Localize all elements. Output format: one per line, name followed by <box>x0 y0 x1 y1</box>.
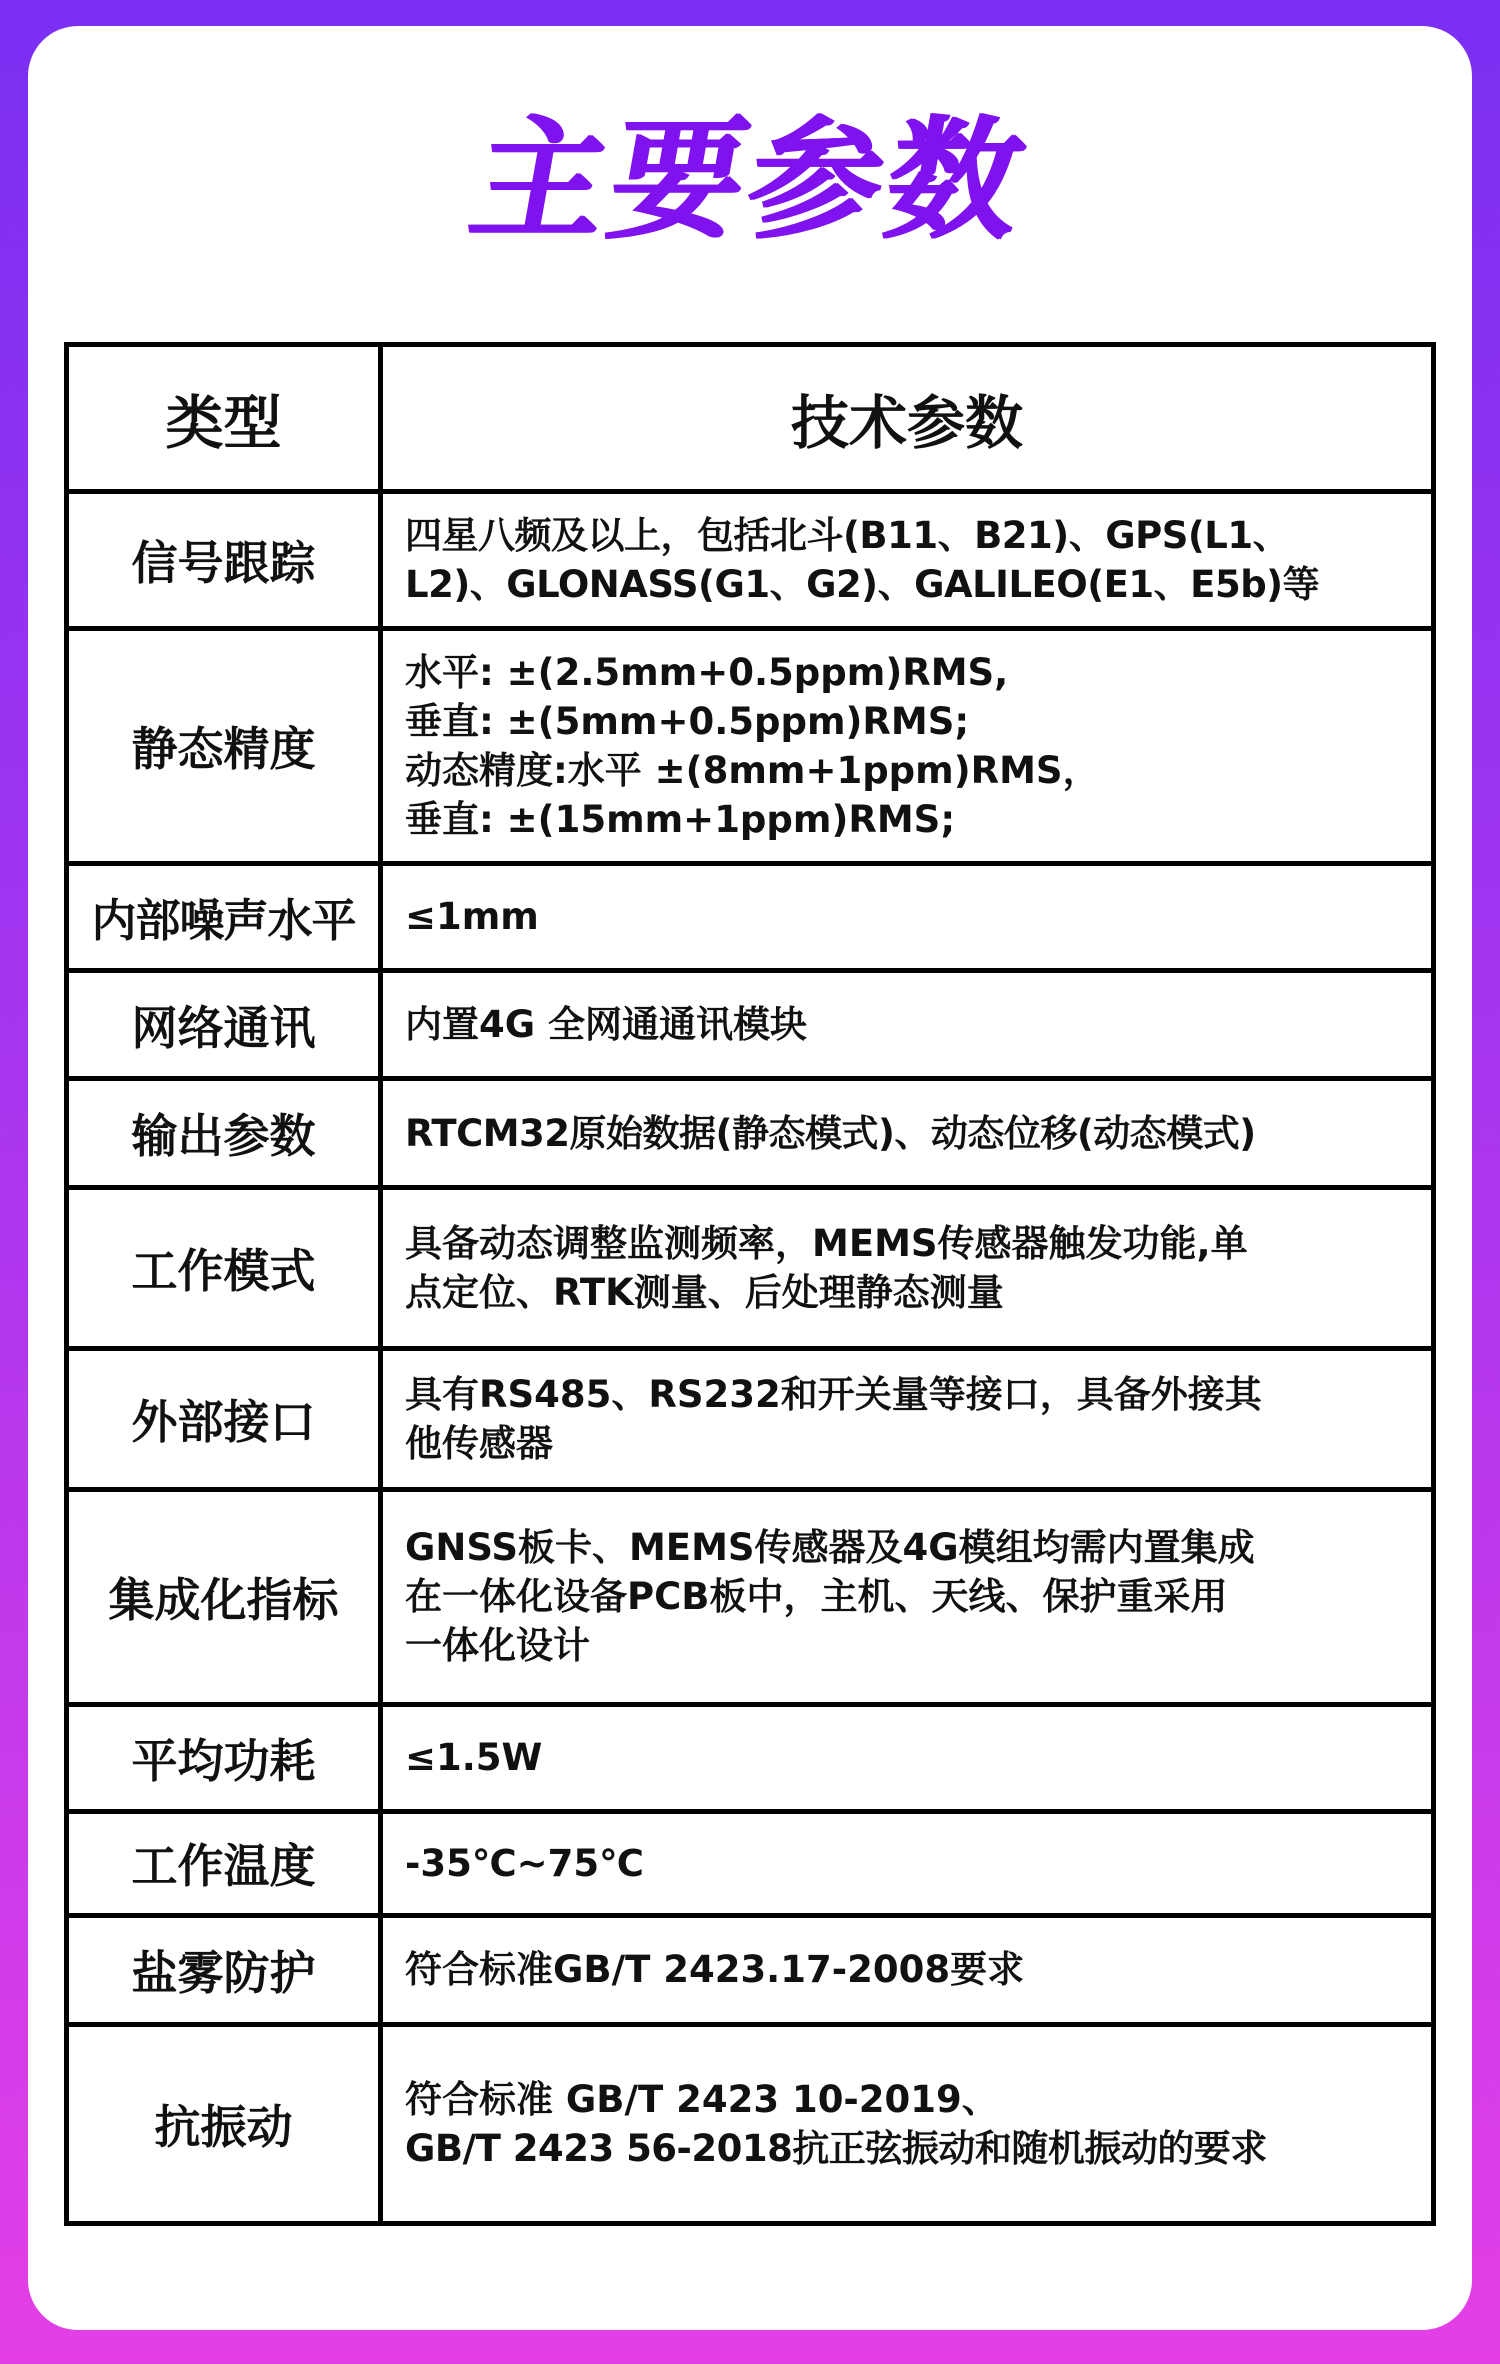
row-params <box>381 864 1434 971</box>
param-line: 符合标准GB/T 2423.17-2008要求 <box>405 1948 1025 1992</box>
table-row <box>67 864 1434 971</box>
param-line: 具有RS485、RS232和开关量等接口，具备外接其 <box>405 1372 1262 1416</box>
table-row <box>67 2024 1434 2223</box>
row-params <box>381 1916 1434 2025</box>
table-row <box>67 628 1434 863</box>
row-params <box>381 1348 1434 1489</box>
header-params: 技术参数 <box>381 345 1434 492</box>
row-type: 盐雾防护 <box>67 1916 381 2025</box>
table-row <box>67 1079 1434 1188</box>
param-line: 水平: ±(2.5mm+0.5ppm)RMS, <box>405 650 1009 694</box>
row-type: 平均功耗 <box>67 1704 381 1811</box>
spec-table <box>64 342 1436 2226</box>
row-type: 集成化指标 <box>67 1489 381 1704</box>
table-row <box>67 1348 1434 1489</box>
table-row <box>67 970 1434 1079</box>
param-line: 点定位、RTK测量、后处理静态测量 <box>405 1270 1004 1314</box>
param-line: 动态精度:水平 ±(8mm+1ppm)RMS， <box>405 748 1100 792</box>
param-line: 垂直: ±(5mm+0.5ppm)RMS; <box>405 699 970 743</box>
table-row <box>67 1489 1434 1704</box>
param-line: 四星八频及以上，包括北斗(B11、B21)、GPS(L1、 <box>405 513 1290 557</box>
param-line: L2)、GLONASS(G1、G2)、GALILEO(E1、E5b)等 <box>405 562 1320 606</box>
row-params <box>381 628 1434 863</box>
table-row <box>67 492 1434 629</box>
param-line: GNSS板卡、MEMS传感器及4G模组均需内置集成 <box>405 1526 1255 1570</box>
param-line: 符合标准 GB/T 2423 10-2019、 <box>405 2077 999 2121</box>
param-line: 他传感器 <box>405 1421 553 1465</box>
row-params <box>381 970 1434 1079</box>
param-line: RTCM32原始数据(静态模式)、动态位移(动态模式) <box>405 1111 1256 1155</box>
param-line: 具备动态调整监测频率，MEMS传感器触发功能,单 <box>405 1221 1248 1265</box>
table-row <box>67 1704 1434 1811</box>
param-line: 垂直: ±(15mm+1ppm)RMS; <box>405 797 956 841</box>
row-type: 外部接口 <box>67 1348 381 1489</box>
row-type: 内部噪声水平 <box>67 864 381 971</box>
param-line: 在一体化设备PCB板中，主机、天线、保护重采用 <box>405 1575 1228 1619</box>
table-row <box>67 1187 1434 1348</box>
row-type: 抗振动 <box>67 2024 381 2223</box>
param-line: ≤1.5W <box>405 1736 543 1780</box>
row-type: 静态精度 <box>67 628 381 863</box>
row-type: 网络通讯 <box>67 970 381 1079</box>
table-header-row <box>67 345 1434 492</box>
row-params <box>381 1811 1434 1916</box>
param-line: 内置4G 全网通通讯模块 <box>405 1003 807 1047</box>
row-params <box>381 492 1434 629</box>
param-line: ≤1mm <box>405 895 539 939</box>
param-line: GB/T 2423 56-2018抗正弦振动和随机振动的要求 <box>405 2126 1267 2170</box>
row-params <box>381 1704 1434 1811</box>
header-type: 类型 <box>67 345 381 492</box>
row-type: 信号跟踪 <box>67 492 381 629</box>
row-params <box>381 1187 1434 1348</box>
row-params <box>381 2024 1434 2223</box>
table-row <box>67 1811 1434 1916</box>
page-title: 主要参数 <box>460 104 1040 258</box>
row-type: 工作模式 <box>67 1187 381 1348</box>
row-params <box>381 1079 1434 1188</box>
row-type: 工作温度 <box>67 1811 381 1916</box>
param-line: -35℃~75℃ <box>405 1841 644 1885</box>
row-type: 输出参数 <box>67 1079 381 1188</box>
param-line: 一体化设计 <box>405 1624 590 1668</box>
table-row <box>67 1916 1434 2025</box>
row-params <box>381 1489 1434 1704</box>
